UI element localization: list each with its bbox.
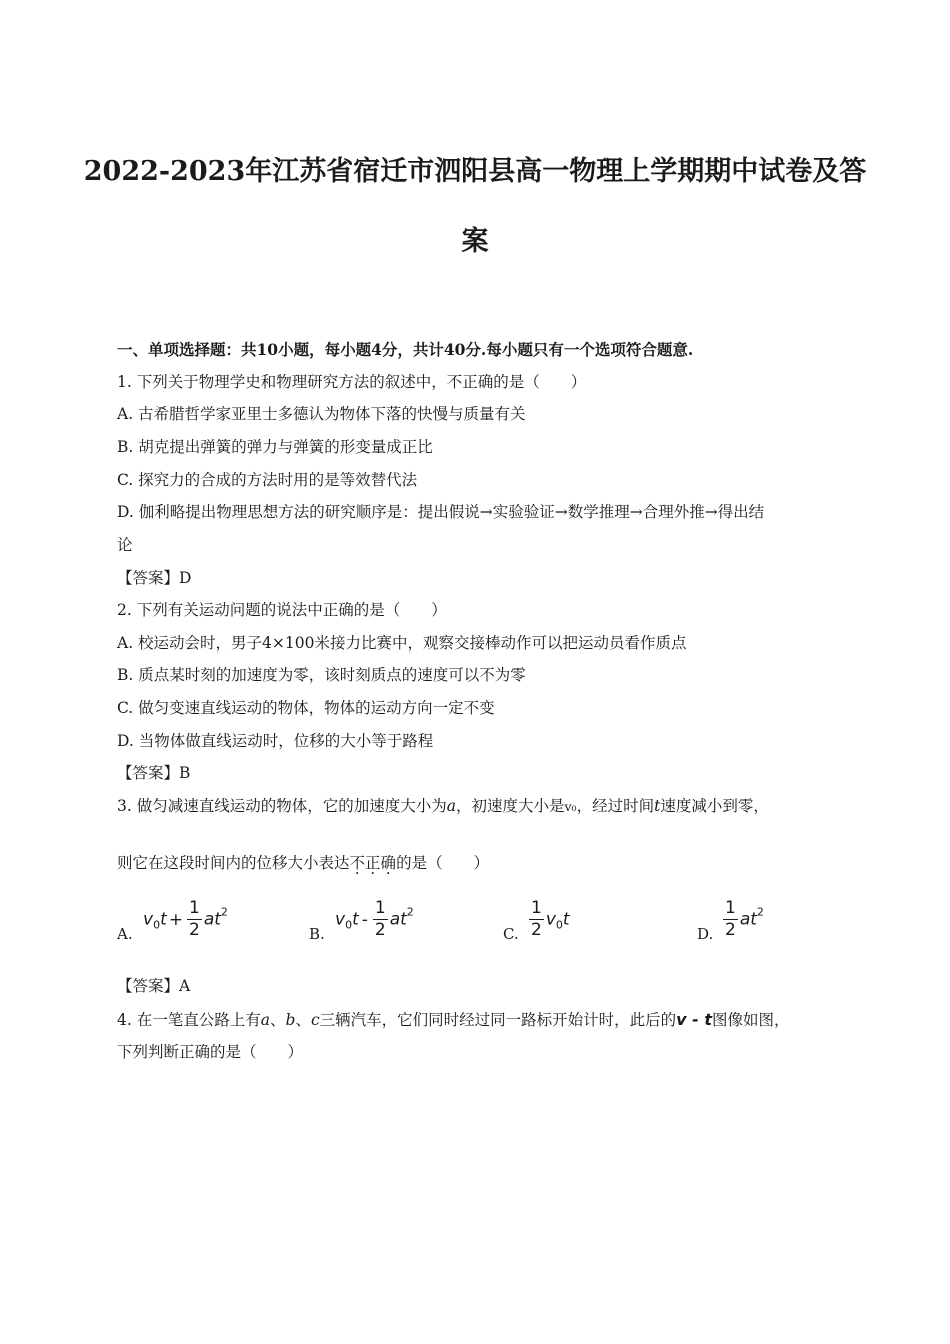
q3-emphasis-char-2: 正	[365, 854, 381, 872]
q3-option-b-formula: $v_0t$ - $\frac{1}{2}$ $at^2$	[335, 898, 414, 940]
question-1-answer: 【答案】D	[117, 569, 192, 587]
question-1-stem: 1. 下列关于物理学史和物理研究方法的叙述中，不正确的是（ ）	[117, 373, 587, 391]
question-3-answer: 【答案】A	[117, 977, 191, 995]
question-1-option-a: A. 古希腊哲学家亚里士多德认为物体下落的快慢与质量有关	[117, 405, 526, 423]
q3-option-a-formula: $v_0t$ + $\frac{1}{2}$ $at^2$	[143, 898, 228, 940]
q3-var-v0: v₀	[564, 799, 577, 814]
question-2-option-d: D. 当物体做直线运动时，位移的大小等于路程	[117, 732, 434, 750]
q4-sep-1: 、	[269, 1011, 286, 1029]
question-1-option-d-cont: 论	[117, 536, 133, 554]
q3-var-t: t	[654, 797, 661, 815]
question-2-option-c: C. 做匀变速直线运动的物体，物体的运动方向一定不变	[117, 699, 495, 717]
q3-stem2-text-1: 则它在这段时间内的位移大小表达	[117, 854, 350, 872]
q3-stem-text-2: ，初速度大小是	[455, 797, 565, 815]
q3-emphasis-char-3: 确	[380, 854, 397, 872]
question-1-option-c: C. 探究力的合成的方法时用的是等效替代法	[117, 471, 418, 489]
q3-stem-text-4: 速度减小到零，	[660, 797, 769, 815]
q3-var-a: a	[446, 797, 456, 815]
q3-option-c-formula: $\frac{1}{2}$ $v_0t$	[531, 898, 570, 940]
question-3-stem-line2	[117, 856, 489, 872]
q4-var-c: c	[310, 1011, 320, 1029]
q4-vt-symbol: v - t	[676, 1010, 712, 1029]
question-2-stem: 2. 下列有关运动问题的说法中正确的是（ ）	[117, 601, 447, 619]
question-4-stem-line2: 下列判断正确的是（ ）	[117, 1043, 304, 1061]
question-1-option-b: B. 胡克提出弹簧的弹力与弹簧的形变量成正比	[117, 438, 433, 456]
question-2-option-a: A. 校运动会时，男子4×100米接力比赛中，观察交接棒动作可以把运动员看作质点	[117, 634, 687, 652]
q3-option-a-label: A.	[117, 925, 133, 943]
q3-option-d-formula: $\frac{1}{2}$ $at^2$	[725, 898, 764, 940]
document-title-line2: 案	[461, 226, 489, 257]
question-3-stem	[117, 799, 769, 815]
question-4-stem	[117, 1012, 790, 1029]
q3-stem-text-1: 3. 做匀减速直线运动的物体，它的加速度大小为	[117, 797, 447, 815]
q3-option-c-label: C.	[503, 925, 519, 943]
question-1-option-d: D. 伽利略提出物理思想方法的研究顺序是：提出假说→实验验证→数学推理→合理外推→得出结	[117, 503, 765, 521]
q3-option-d-label: D.	[697, 925, 714, 943]
q4-stem-text-3: 图像如图，	[712, 1011, 790, 1029]
q3-stem2-text-2: 的是（ ）	[396, 854, 490, 872]
question-2-option-b: B. 质点某时刻的加速度为零，该时刻质点的速度可以不为零	[117, 666, 526, 684]
q4-stem-text-2: 三辆汽车，它们同时经过同一路标开始计时，此后的	[319, 1011, 677, 1029]
q4-var-b: b	[285, 1011, 296, 1029]
document-title-line1: 2022-2023年江苏省宿迁市泗阳县高一物理上学期期中试卷及答	[83, 156, 867, 187]
section-heading: 一、单项选择题：共10小题，每小题4分，共计40分.每小题只有一个选项符合题意.	[117, 340, 694, 359]
q3-stem-text-3: ，经过时间	[576, 797, 655, 815]
q4-var-a: a	[260, 1011, 270, 1029]
q3-option-b-label: B.	[309, 925, 325, 943]
q3-emphasis-char-1: 不	[349, 854, 366, 872]
question-2-answer: 【答案】B	[117, 764, 191, 782]
q4-stem-text-1: 4. 在一笔直公路上有	[117, 1011, 261, 1029]
q4-sep-2: 、	[295, 1011, 311, 1029]
